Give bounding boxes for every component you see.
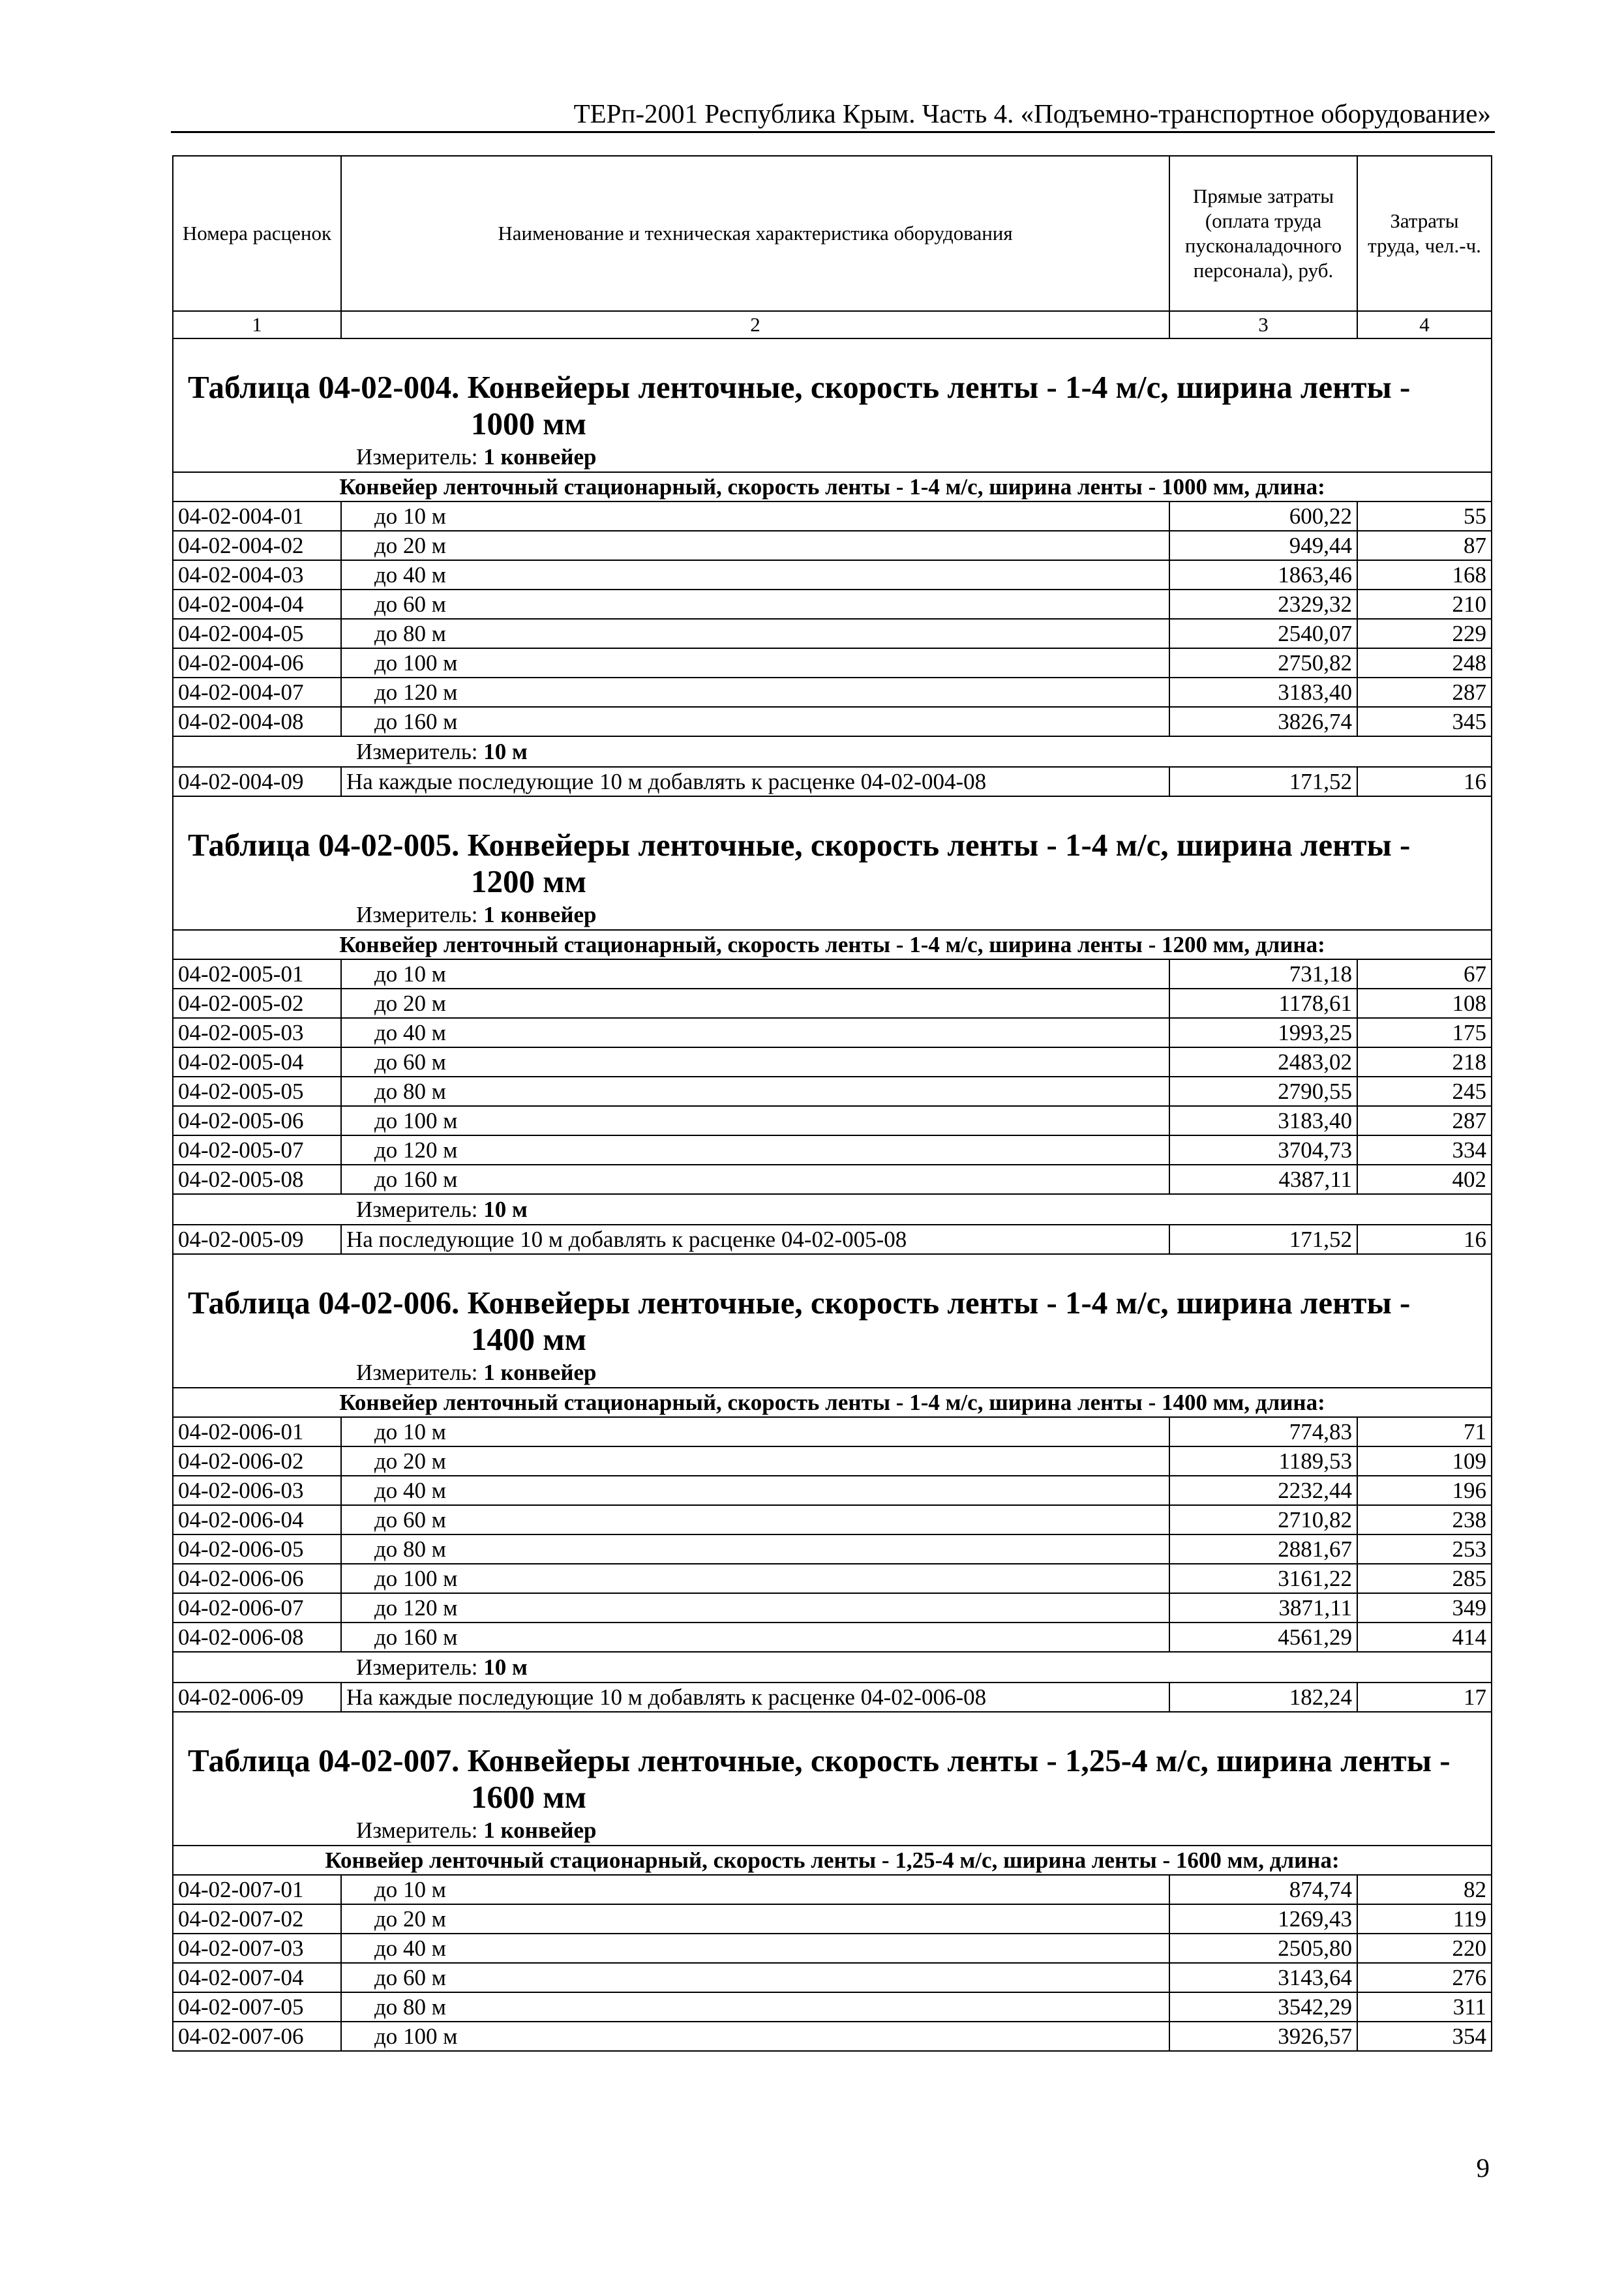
- rate-code: 04-02-005-09: [173, 1225, 341, 1254]
- table-title-row: [173, 1712, 1492, 1816]
- rate-description: до 10 м: [341, 959, 1169, 989]
- labor-cost: 67: [1357, 959, 1492, 989]
- meter-row: [173, 736, 1492, 767]
- additional-rate-row: [173, 1225, 1492, 1254]
- measure-unit: [173, 900, 1492, 930]
- labor-cost: 71: [1357, 1417, 1492, 1446]
- measure-value: 10 м: [483, 1196, 528, 1222]
- labor-cost: 276: [1357, 1963, 1492, 1992]
- table-row: [173, 1018, 1492, 1047]
- rate-description: до 10 м: [341, 1417, 1169, 1446]
- table-row: [173, 989, 1492, 1018]
- direct-cost: 874,74: [1169, 1875, 1357, 1904]
- measure-value: 10 м: [483, 1654, 528, 1680]
- table-row: [173, 1593, 1492, 1623]
- labor-cost: 345: [1357, 707, 1492, 736]
- direct-cost: 3161,22: [1169, 1564, 1357, 1593]
- table-row: [173, 1963, 1492, 1992]
- direct-cost: 1993,25: [1169, 1018, 1357, 1047]
- table-row: [173, 1106, 1492, 1135]
- rate-code: 04-02-006-06: [173, 1564, 341, 1593]
- rate-description: до 100 м: [341, 1564, 1169, 1593]
- rate-description: до 10 м: [341, 1875, 1169, 1904]
- section-subheader: Конвейер ленточный стационарный, скорость ленты - 1-4 м/с, ширина ленты - 1000 мм, длина:: [173, 472, 1492, 501]
- rate-description: до 20 м: [341, 531, 1169, 560]
- section-subheader-row: [173, 472, 1492, 501]
- additional-rate-row: [173, 767, 1492, 796]
- table-row: [173, 707, 1492, 736]
- labor-cost: 229: [1357, 619, 1492, 648]
- labor-cost: 248: [1357, 648, 1492, 678]
- measure-label: Измеритель:: [356, 1196, 478, 1222]
- labor-cost: 253: [1357, 1534, 1492, 1564]
- direct-cost: 1178,61: [1169, 989, 1357, 1018]
- rate-code: 04-02-005-06: [173, 1106, 341, 1135]
- section-subheader-row: [173, 1388, 1492, 1417]
- table-row: [173, 1077, 1492, 1106]
- rate-code: 04-02-007-02: [173, 1904, 341, 1934]
- labor-cost: 16: [1357, 1225, 1492, 1254]
- table-row: [173, 1505, 1492, 1534]
- table-row: [173, 560, 1492, 590]
- table-title: [173, 796, 1492, 900]
- table-row: [173, 1534, 1492, 1564]
- direct-cost: 2710,82: [1169, 1505, 1357, 1534]
- meter-row: [173, 1194, 1492, 1225]
- rate-code: 04-02-005-01: [173, 959, 341, 989]
- col-header-cost: Прямые затраты (оплата труда пусконаладочного персонала), руб.: [1169, 156, 1357, 311]
- table-row: [173, 1934, 1492, 1963]
- rate-description: до 160 м: [341, 1623, 1169, 1652]
- measure-label: Измеритель:: [356, 901, 478, 927]
- table-row: [173, 501, 1492, 531]
- rate-code: 04-02-004-03: [173, 560, 341, 590]
- rate-description: до 40 м: [341, 1934, 1169, 1963]
- labor-cost: 245: [1357, 1077, 1492, 1106]
- rate-code: 04-02-004-09: [173, 767, 341, 796]
- table-row: [173, 1165, 1492, 1194]
- rate-code: 04-02-007-03: [173, 1934, 341, 1963]
- rate-code: 04-02-005-08: [173, 1165, 341, 1194]
- labor-cost: 311: [1357, 1992, 1492, 2022]
- col-header-name: Наименование и техническая характеристика оборудования: [341, 156, 1169, 311]
- direct-cost: 1189,53: [1169, 1446, 1357, 1476]
- table-row: [173, 1446, 1492, 1476]
- rate-code: 04-02-006-05: [173, 1534, 341, 1564]
- table-title-line2: 1600 мм: [471, 1779, 587, 1815]
- direct-cost: 182,24: [1169, 1683, 1357, 1712]
- table-title-row: [173, 1254, 1492, 1358]
- labor-cost: 402: [1357, 1165, 1492, 1194]
- measure-label: Измеритель:: [356, 1817, 478, 1843]
- rate-code: 04-02-006-04: [173, 1505, 341, 1534]
- rate-description: до 100 м: [341, 648, 1169, 678]
- table-title-line1: Таблица 04-02-004. Конвейеры ленточные, скорость ленты - 1-4 м/с, ширина ленты -: [188, 369, 1411, 405]
- direct-cost: 731,18: [1169, 959, 1357, 989]
- direct-cost: 3704,73: [1169, 1135, 1357, 1165]
- labor-cost: 334: [1357, 1135, 1492, 1165]
- table-title: [173, 1254, 1492, 1358]
- direct-cost: 3826,74: [1169, 707, 1357, 736]
- direct-cost: 2232,44: [1169, 1476, 1357, 1505]
- section-subheader: Конвейер ленточный стационарный, скорость ленты - 1,25-4 м/с, ширина ленты - 1600 мм, длина:: [173, 1846, 1492, 1875]
- labor-cost: 119: [1357, 1904, 1492, 1934]
- table-row: [173, 648, 1492, 678]
- direct-cost: 2881,67: [1169, 1534, 1357, 1564]
- meter-row: [173, 1358, 1492, 1388]
- rate-code: 04-02-004-02: [173, 531, 341, 560]
- table-row: [173, 1992, 1492, 2022]
- table-title-line2: 1000 мм: [471, 406, 587, 441]
- rate-description: до 60 м: [341, 1047, 1169, 1077]
- direct-cost: 3542,29: [1169, 1992, 1357, 2022]
- rate-description: до 120 м: [341, 1135, 1169, 1165]
- rate-code: 04-02-006-03: [173, 1476, 341, 1505]
- direct-cost: 2329,32: [1169, 590, 1357, 619]
- measure-unit: [173, 442, 1492, 472]
- section-subheader: Конвейер ленточный стационарный, скорость ленты - 1-4 м/с, ширина ленты - 1200 мм, длина:: [173, 930, 1492, 959]
- direct-cost: 2790,55: [1169, 1077, 1357, 1106]
- labor-cost: 349: [1357, 1593, 1492, 1623]
- labor-cost: 17: [1357, 1683, 1492, 1712]
- measure-label: Измеритель:: [356, 443, 478, 470]
- section-subheader: Конвейер ленточный стационарный, скорость ленты - 1-4 м/с, ширина ленты - 1400 мм, длина:: [173, 1388, 1492, 1417]
- meter-row: [173, 1816, 1492, 1846]
- rate-code: 04-02-004-08: [173, 707, 341, 736]
- rate-description: до 60 м: [341, 1963, 1169, 1992]
- rate-code: 04-02-004-05: [173, 619, 341, 648]
- rate-code: 04-02-005-02: [173, 989, 341, 1018]
- labor-cost: 108: [1357, 989, 1492, 1018]
- direct-cost: 3926,57: [1169, 2022, 1357, 2051]
- direct-cost: 171,52: [1169, 1225, 1357, 1254]
- col-number: 3: [1169, 311, 1357, 338]
- direct-cost: 3183,40: [1169, 678, 1357, 707]
- rate-code: 04-02-007-04: [173, 1963, 341, 1992]
- table-row: [173, 1417, 1492, 1446]
- rate-description: до 100 м: [341, 2022, 1169, 2051]
- measure-unit: [173, 1652, 1492, 1683]
- labor-cost: 175: [1357, 1018, 1492, 1047]
- measure-unit: [173, 1816, 1492, 1846]
- labor-cost: 354: [1357, 2022, 1492, 2051]
- direct-cost: 2505,80: [1169, 1934, 1357, 1963]
- rate-code: 04-02-006-02: [173, 1446, 341, 1476]
- rate-description: до 100 м: [341, 1106, 1169, 1135]
- page-number: 9: [1476, 2153, 1490, 2183]
- rate-code: 04-02-005-05: [173, 1077, 341, 1106]
- rate-description: до 120 м: [341, 678, 1169, 707]
- table-title-line1: Таблица 04-02-006. Конвейеры ленточные, скорость ленты - 1-4 м/с, ширина ленты -: [188, 1285, 1411, 1321]
- labor-cost: 218: [1357, 1047, 1492, 1077]
- rate-description: до 20 м: [341, 1446, 1169, 1476]
- rate-description: до 40 м: [341, 1018, 1169, 1047]
- direct-cost: 171,52: [1169, 767, 1357, 796]
- table-row: [173, 531, 1492, 560]
- rate-description: до 80 м: [341, 619, 1169, 648]
- measure-label: Измеритель:: [356, 1654, 478, 1680]
- direct-cost: 3871,11: [1169, 1593, 1357, 1623]
- labor-cost: 55: [1357, 501, 1492, 531]
- rate-code: 04-02-004-04: [173, 590, 341, 619]
- measure-unit: [173, 736, 1492, 767]
- direct-cost: 949,44: [1169, 531, 1357, 560]
- table-row: [173, 959, 1492, 989]
- rate-code: 04-02-006-08: [173, 1623, 341, 1652]
- meter-row: [173, 900, 1492, 930]
- labor-cost: 16: [1357, 767, 1492, 796]
- direct-cost: 1863,46: [1169, 560, 1357, 590]
- table-title-line2: 1400 мм: [471, 1321, 587, 1357]
- table-row: [173, 1047, 1492, 1077]
- table-row: [173, 1564, 1492, 1593]
- rate-description: На каждые последующие 10 м добавлять к расценке 04-02-004-08: [341, 767, 1169, 796]
- rate-code: 04-02-006-01: [173, 1417, 341, 1446]
- labor-cost: 238: [1357, 1505, 1492, 1534]
- rate-code: 04-02-004-07: [173, 678, 341, 707]
- rate-description: до 160 м: [341, 707, 1169, 736]
- direct-cost: 4561,29: [1169, 1623, 1357, 1652]
- labor-cost: 87: [1357, 531, 1492, 560]
- direct-cost: 3143,64: [1169, 1963, 1357, 1992]
- rate-description: до 40 м: [341, 1476, 1169, 1505]
- direct-cost: 774,83: [1169, 1417, 1357, 1446]
- rate-description: до 160 м: [341, 1165, 1169, 1194]
- table-title-row: [173, 796, 1492, 900]
- header-rule: [171, 131, 1495, 133]
- direct-cost: 2540,07: [1169, 619, 1357, 648]
- rate-description: На каждые последующие 10 м добавлять к расценке 04-02-006-08: [341, 1683, 1169, 1712]
- table-row: [173, 1476, 1492, 1505]
- labor-cost: 220: [1357, 1934, 1492, 1963]
- col-number: 4: [1357, 311, 1492, 338]
- rate-description: до 120 м: [341, 1593, 1169, 1623]
- labor-cost: 210: [1357, 590, 1492, 619]
- labor-cost: 285: [1357, 1564, 1492, 1593]
- rate-description: до 60 м: [341, 1505, 1169, 1534]
- direct-cost: 1269,43: [1169, 1904, 1357, 1934]
- table-row: [173, 678, 1492, 707]
- col-number: 1: [173, 311, 341, 338]
- rate-description: до 20 м: [341, 1904, 1169, 1934]
- meter-row: [173, 442, 1492, 472]
- direct-cost: 2483,02: [1169, 1047, 1357, 1077]
- column-header-row: [173, 156, 1492, 311]
- additional-rate-row: [173, 1683, 1492, 1712]
- measure-unit: [173, 1358, 1492, 1388]
- col-header-codes: Номера расценок: [173, 156, 341, 311]
- meter-row: [173, 1652, 1492, 1683]
- rate-code: 04-02-005-03: [173, 1018, 341, 1047]
- measure-label: Измеритель:: [356, 1359, 478, 1385]
- table-row: [173, 1135, 1492, 1165]
- labor-cost: 82: [1357, 1875, 1492, 1904]
- rate-description: до 40 м: [341, 560, 1169, 590]
- labor-cost: 414: [1357, 1623, 1492, 1652]
- rate-code: 04-02-007-06: [173, 2022, 341, 2051]
- table-row: [173, 1875, 1492, 1904]
- table-title-row: [173, 338, 1492, 442]
- direct-cost: 2750,82: [1169, 648, 1357, 678]
- section-subheader-row: [173, 930, 1492, 959]
- direct-cost: 3183,40: [1169, 1106, 1357, 1135]
- measure-value: 10 м: [483, 738, 528, 764]
- col-number: 2: [341, 311, 1169, 338]
- rate-code: 04-02-004-06: [173, 648, 341, 678]
- running-header: ТЕРп-2001 Республика Крым. Часть 4. «Подъемно-транспортное оборудование»: [573, 98, 1491, 128]
- table-row: [173, 590, 1492, 619]
- rate-code: 04-02-007-01: [173, 1875, 341, 1904]
- table-row: [173, 2022, 1492, 2051]
- table-title-line1: Таблица 04-02-007. Конвейеры ленточные, скорость ленты - 1,25-4 м/с, ширина ленты -: [188, 1743, 1451, 1778]
- measure-value: 1 конвейер: [483, 443, 597, 470]
- table-title-line2: 1200 мм: [471, 863, 587, 899]
- rate-code: 04-02-005-07: [173, 1135, 341, 1165]
- rate-code: 04-02-006-09: [173, 1683, 341, 1712]
- price-table: [172, 155, 1492, 2052]
- rate-description: до 20 м: [341, 989, 1169, 1018]
- labor-cost: 196: [1357, 1476, 1492, 1505]
- table-title-line1: Таблица 04-02-005. Конвейеры ленточные, скорость ленты - 1-4 м/с, ширина ленты -: [188, 827, 1411, 863]
- labor-cost: 287: [1357, 678, 1492, 707]
- rate-description: На последующие 10 м добавлять к расценке 04-02-005-08: [341, 1225, 1169, 1254]
- measure-value: 1 конвейер: [483, 1359, 597, 1385]
- table-row: [173, 1904, 1492, 1934]
- labor-cost: 168: [1357, 560, 1492, 590]
- rate-code: 04-02-005-04: [173, 1047, 341, 1077]
- col-header-labor: Затраты труда, чел.-ч.: [1357, 156, 1492, 311]
- column-number-row: [173, 311, 1492, 338]
- table-row: [173, 619, 1492, 648]
- rate-code: 04-02-007-05: [173, 1992, 341, 2022]
- labor-cost: 109: [1357, 1446, 1492, 1476]
- measure-value: 1 конвейер: [483, 1817, 597, 1843]
- table-row: [173, 1623, 1492, 1652]
- rate-code: 04-02-004-01: [173, 501, 341, 531]
- direct-cost: 4387,11: [1169, 1165, 1357, 1194]
- rate-description: до 60 м: [341, 590, 1169, 619]
- measure-label: Измеритель:: [356, 738, 478, 764]
- table-title: [173, 1712, 1492, 1816]
- rate-description: до 80 м: [341, 1077, 1169, 1106]
- measure-unit: [173, 1194, 1492, 1225]
- section-subheader-row: [173, 1846, 1492, 1875]
- rate-description: до 80 м: [341, 1992, 1169, 2022]
- measure-value: 1 конвейер: [483, 901, 597, 927]
- rate-description: до 80 м: [341, 1534, 1169, 1564]
- rate-description: до 10 м: [341, 501, 1169, 531]
- labor-cost: 287: [1357, 1106, 1492, 1135]
- rate-code: 04-02-006-07: [173, 1593, 341, 1623]
- direct-cost: 600,22: [1169, 501, 1357, 531]
- table-title: [173, 338, 1492, 442]
